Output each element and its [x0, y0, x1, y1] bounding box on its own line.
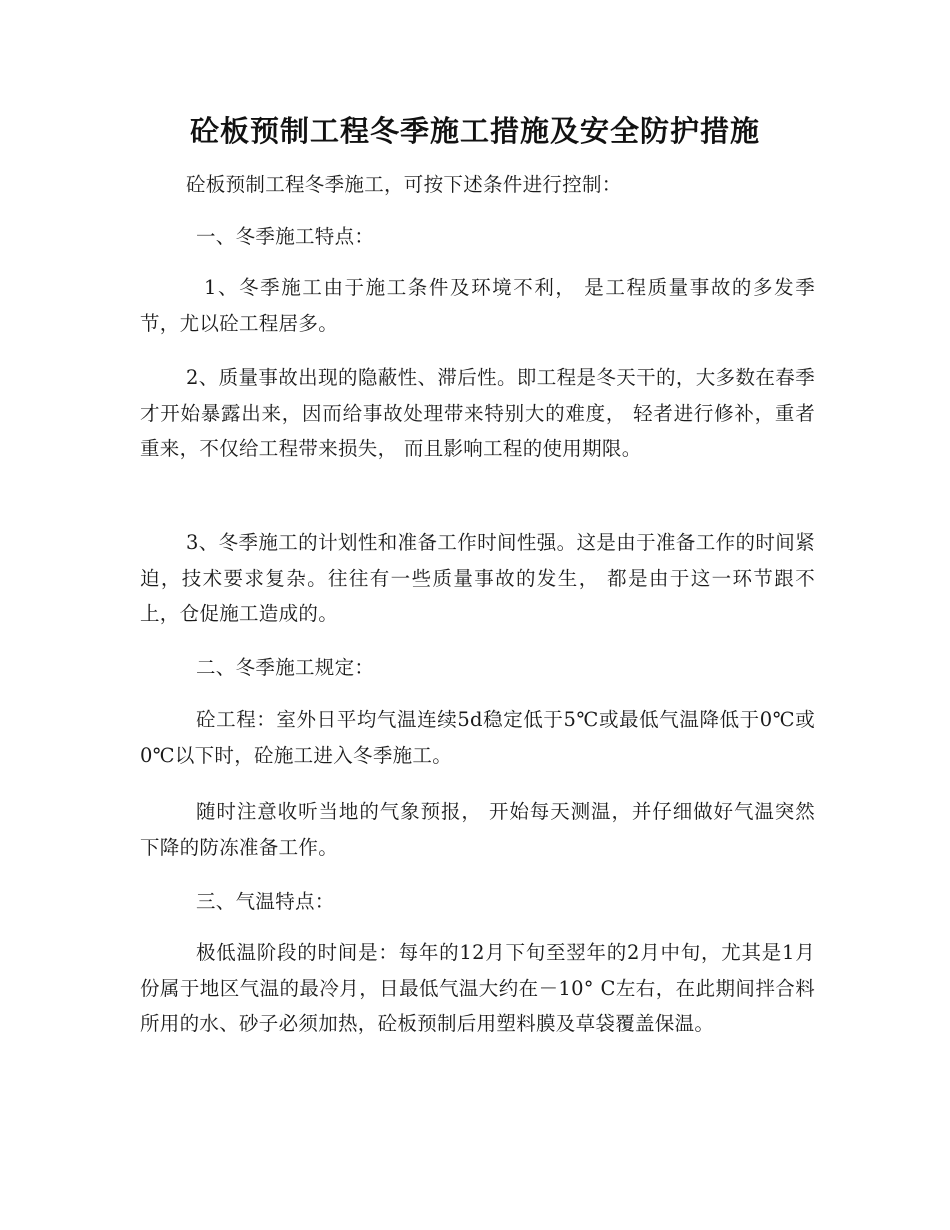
intro-paragraph: 砼板预制工程冬季施工，可按下述条件进行控制： [186, 173, 622, 196]
section-heading-2: 二、冬季施工规定： [196, 656, 375, 679]
paragraph-item-2: 2、质量事故出现的隐蔽性、滞后性。即工程是冬天干的，大多数在春季才开始暴露出来，因而给事故处理带来特别大的难度， 轻者进行修补，重者重来，不仅给工程带来损失， 而且影响工程的使用期限。 [140, 366, 815, 460]
paragraph-low-temperature: 极低温阶段的时间是：每年的12月下旬至翌年的2月中旬，尤其是1月份属于地区气温的最冷月，日最低气温大约在－10° C左右，在此期间拌合料所用的水、砂子必须加热，砼板预制后用塑料膜及草袋覆盖保温。 [140, 941, 815, 1035]
section-heading-3: 三、气温特点： [196, 890, 335, 913]
paragraph-weather-forecast: 随时注意收听当地的气象预报， 开始每天测温，并仔细做好气温突然下降的防冻准备工作。 [140, 800, 815, 859]
section-heading-1: 一、冬季施工特点： [196, 225, 375, 248]
paragraph-concrete-rule: 砼工程：室外日平均气温连续5d稳定低于5℃或最低气温降低于0℃或0℃以下时，砼施工进入冬季施工。 [140, 708, 815, 767]
paragraph-item-3: 3、冬季施工的计划性和准备工作时间性强。这是由于准备工作的时间紧迫，技术要求复杂。往往有一些质量事故的发生， 都是由于这一环节跟不上，仓促施工造成的。 [140, 531, 815, 625]
document-title: 砼板预制工程冬季施工措施及安全防护措施 [189, 114, 760, 148]
paragraph-item-1: 1、冬季施工由于施工条件及环境不利， 是工程质量事故的多发季节，尤以砼工程居多。 [140, 276, 815, 335]
